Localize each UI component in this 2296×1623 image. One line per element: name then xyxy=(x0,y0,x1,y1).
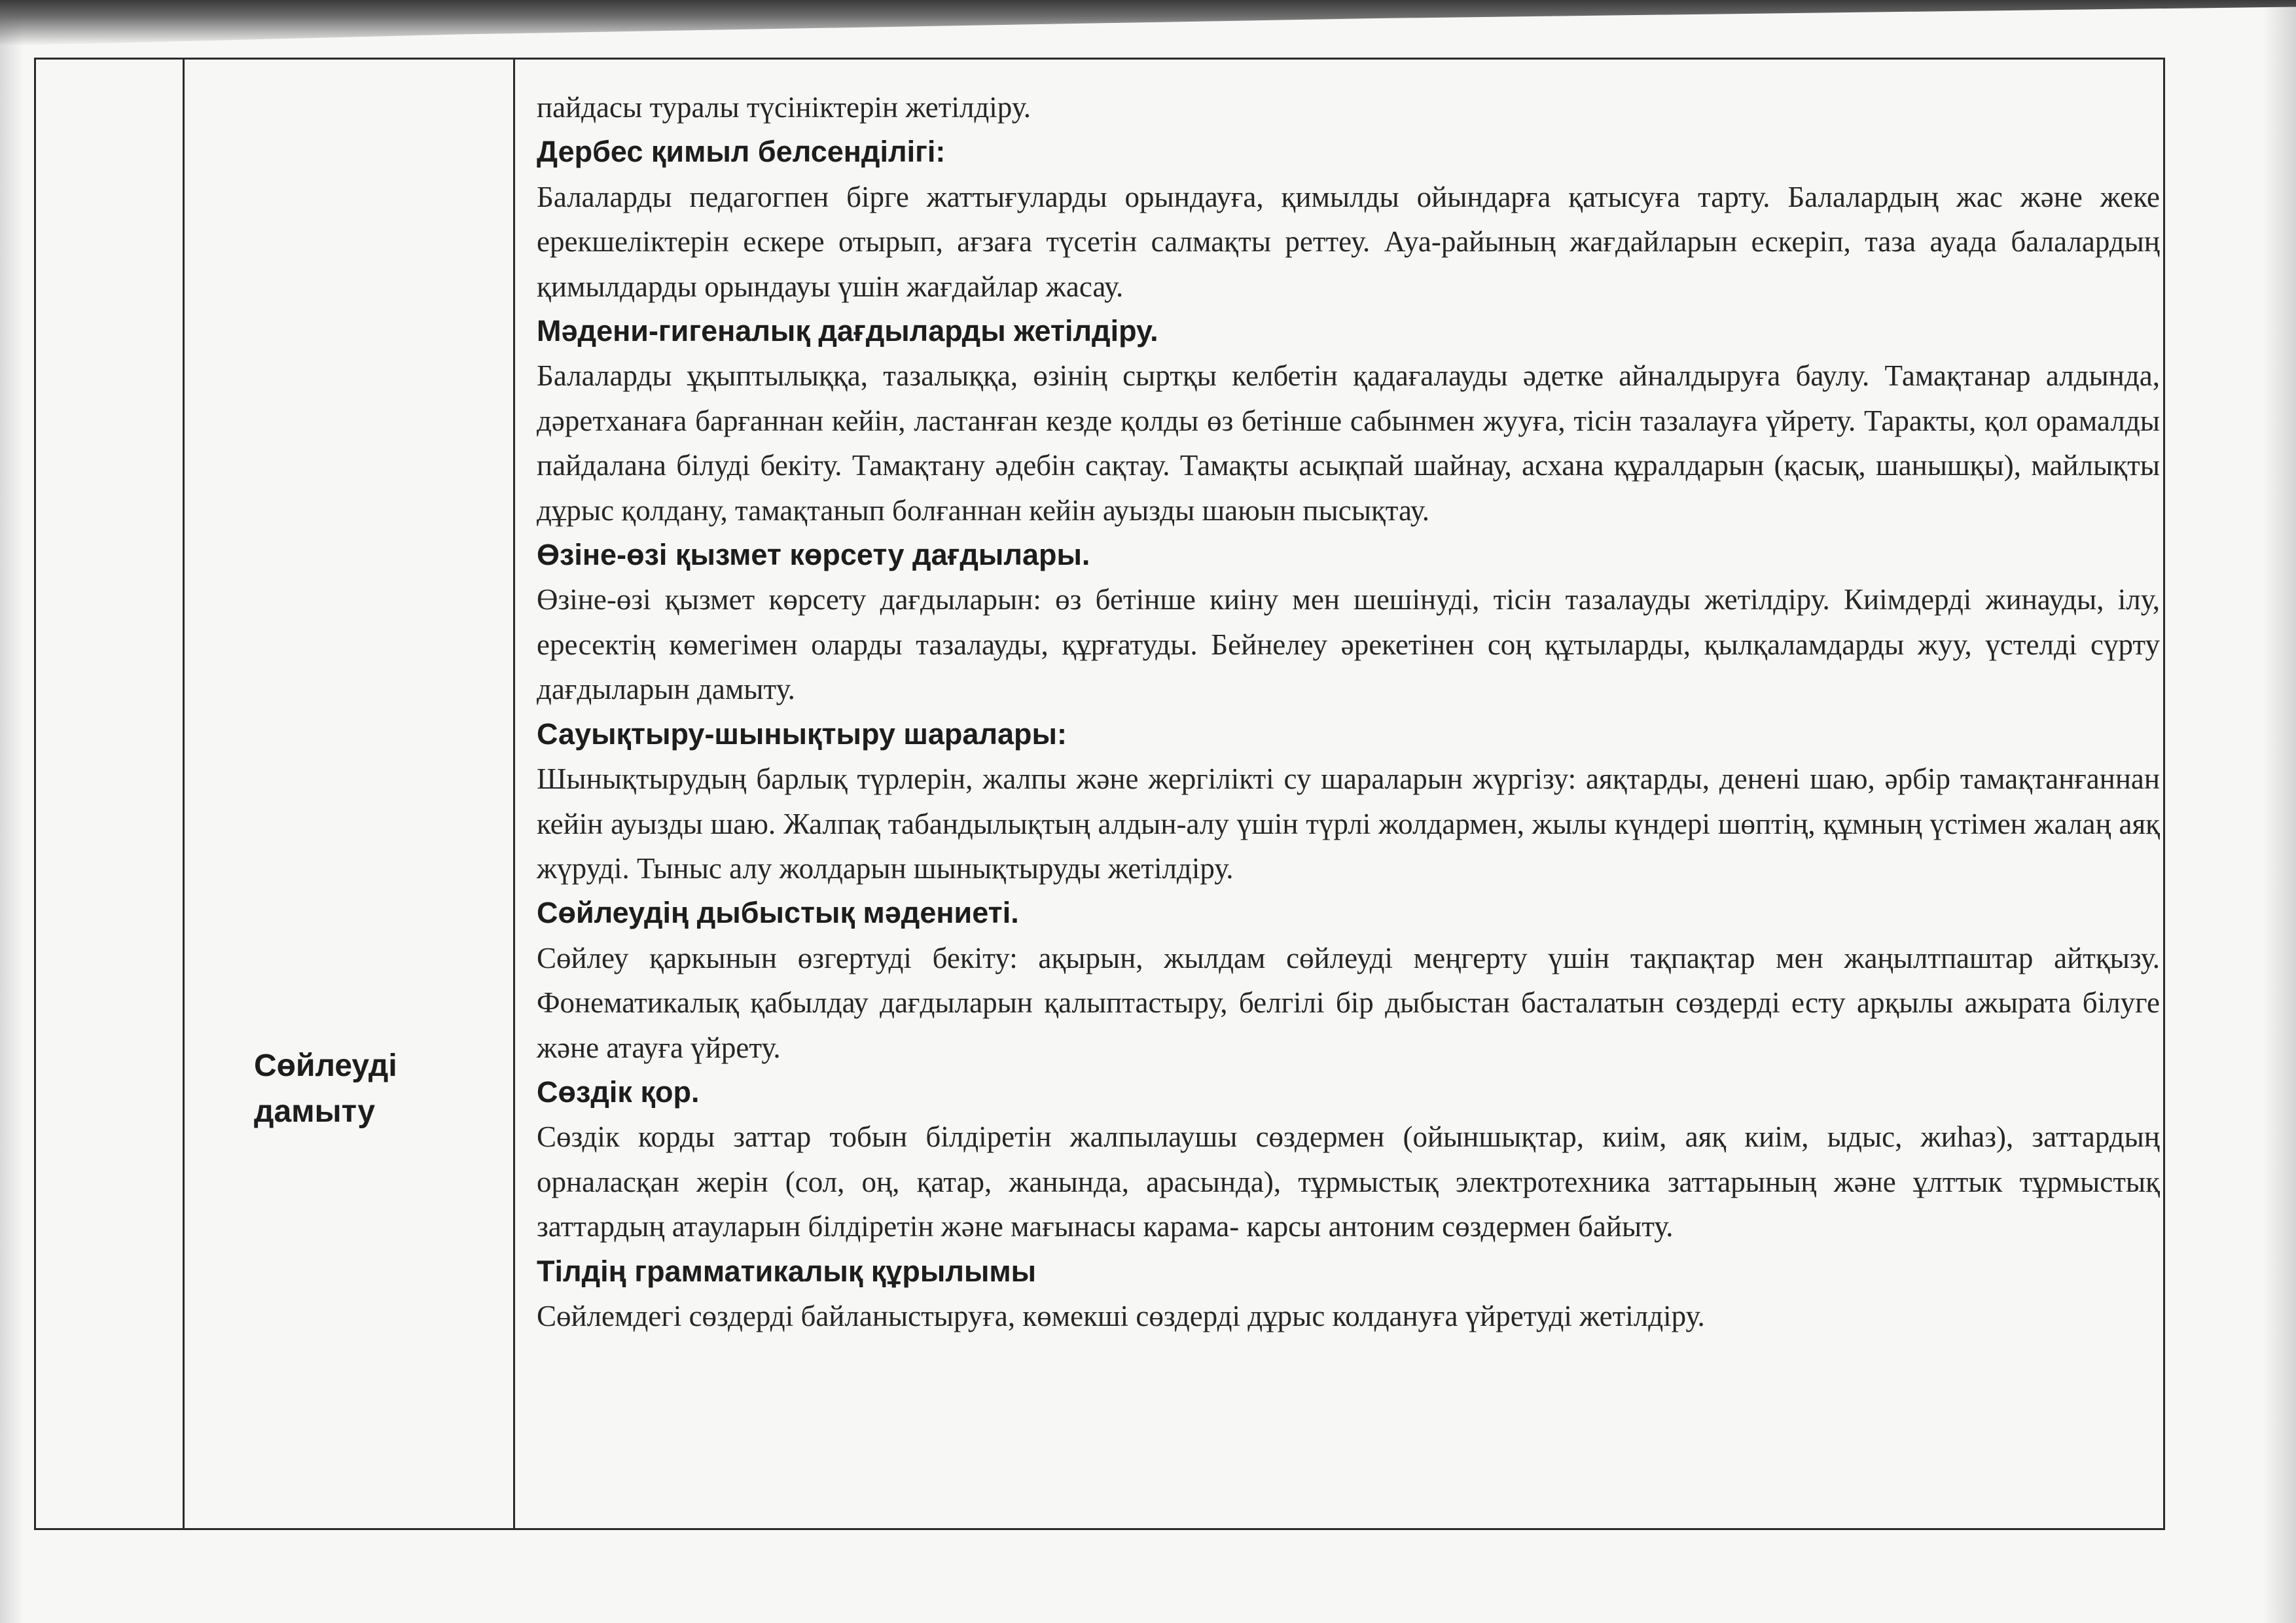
table-content-cell xyxy=(537,85,2160,1338)
scan-edge-left xyxy=(0,0,24,1623)
scan-edge-right xyxy=(2263,0,2296,1623)
paragraph-vocabulary: Сөздік корды заттар тобын білдіретін жалпылаушы сөздермен (ойыншықтар, киім, аяқ киім, ыдыс, жиһаз), заттардың орналасқан жерін (сол, оң, қатар, жанында, арасында), тұрмыстық электротехника заттарының және ұлттык тұрмыстық заттардың атауларын білдіретін және мағынасы карама- карсы антоним сөздермен байыту. xyxy=(537,1120,2160,1243)
section-label: Сөйлеуді дамыту xyxy=(254,1048,397,1129)
paragraph-health-measures: Шынықтырудың барлық түрлерін, жалпы және жергілікті су шараларын жүргізу: аяқтарды, денені шаю, әрбір тамақтанғаннан кейін ауызды шаю. Жалпақ табандылықтың алдын-алу үшін түрлі жолдармен, жылы күндері шөптің, құмның үстімен жалаң аяқ жүруді. Тыныс алу жолдарын шынықтыруды жетілдіру. xyxy=(537,762,2160,885)
paragraph-motor-activity: Балаларды педагогпен бірге жаттығуларды орындауға, қимылды ойындарға қатысуға тарту. Балалардың жас және жеке ерекшеліктерін ескере отырып, ағзаға түсетін салмақты реттеу. Ауа-райының жағдайларын ескеріп, таза ауада балалардың қимылдарды орындауы үшін жағдайлар жасау. xyxy=(537,180,2160,303)
table-column-divider xyxy=(513,58,515,1530)
heading-speech-sound-culture: Сөйлеудің дыбыстық мәдениеті. xyxy=(537,896,1019,930)
heading-self-service: Өзіне-өзі қызмет көрсету дағдылары. xyxy=(537,538,1090,572)
paragraph-speech-sound-culture: Сөйлеу қаркынын өзгертуді бекіту: ақырын, жылдам сөйлеуді меңгерту үшін тақпақтар мен жаңылтпаштар айтқызу. Фонематикалық қабылдау дағдыларын қалыптастыру, белгілі бір дыбыстан басталатын сөздерді есту арқылы ажырата білуге және атауға үйрету. xyxy=(537,941,2160,1064)
heading-vocabulary: Сөздік қор. xyxy=(537,1075,700,1109)
paragraph-grammar: Сөйлемдегі сөздерді байланыстыруға, көмекші сөздерді дұрыс колдануға үйретуді жетілдіру. xyxy=(537,1299,1705,1332)
scan-edge-top xyxy=(0,0,2296,46)
table-column-divider xyxy=(183,58,185,1530)
heading-health-measures: Сауықтыру-шынықтыру шаралары: xyxy=(537,717,1067,751)
paragraph-intro: пайдасы туралы түсініктерін жетілдіру. xyxy=(537,91,1031,124)
paragraph-self-service: Өзіне-өзі қызмет көрсету дағдыларын: өз бетінше киіну мен шешінуді, тісін тазалауды жетілдіру. Киімдерді жинауды, ілу, ересектің көмегімен оларды тазалауды, құрғатуды. Бейнелеу әрекетінен соң құтыларды, қылқаламдарды жуу, үстелді сүрту дағдыларын дамыту. xyxy=(537,583,2160,706)
heading-hygiene-skills: Мәдени-гигеналық дағдыларды жетілдіру. xyxy=(537,314,1158,348)
paragraph-hygiene-skills: Балаларды ұқыптылыққа, тазалыққа, өзінің сыртқы келбетін қадағалауды әдетке айналдыруға баулу. Тамақтанар алдында, дәретханаға барғаннан кейін, ластанған кезде қолды өз бетінше сабынмен жууға, тісін тазалауға үйрету. Таракты, қол орамалды пайдалана білуді бекіту. Тамақтану әдебін сақтау. Тамақты асықпай шайнау, асхана құралдарын (қасық, шанышқы), майлықты дұрыс қолдану, тамақтанып болғаннан кейін ауызды шаюын пысықтау. xyxy=(537,359,2160,527)
heading-motor-activity: Дербес қимыл белсенділігі: xyxy=(537,135,946,169)
heading-grammar: Тілдің грамматикалық құрылымы xyxy=(537,1254,1037,1288)
